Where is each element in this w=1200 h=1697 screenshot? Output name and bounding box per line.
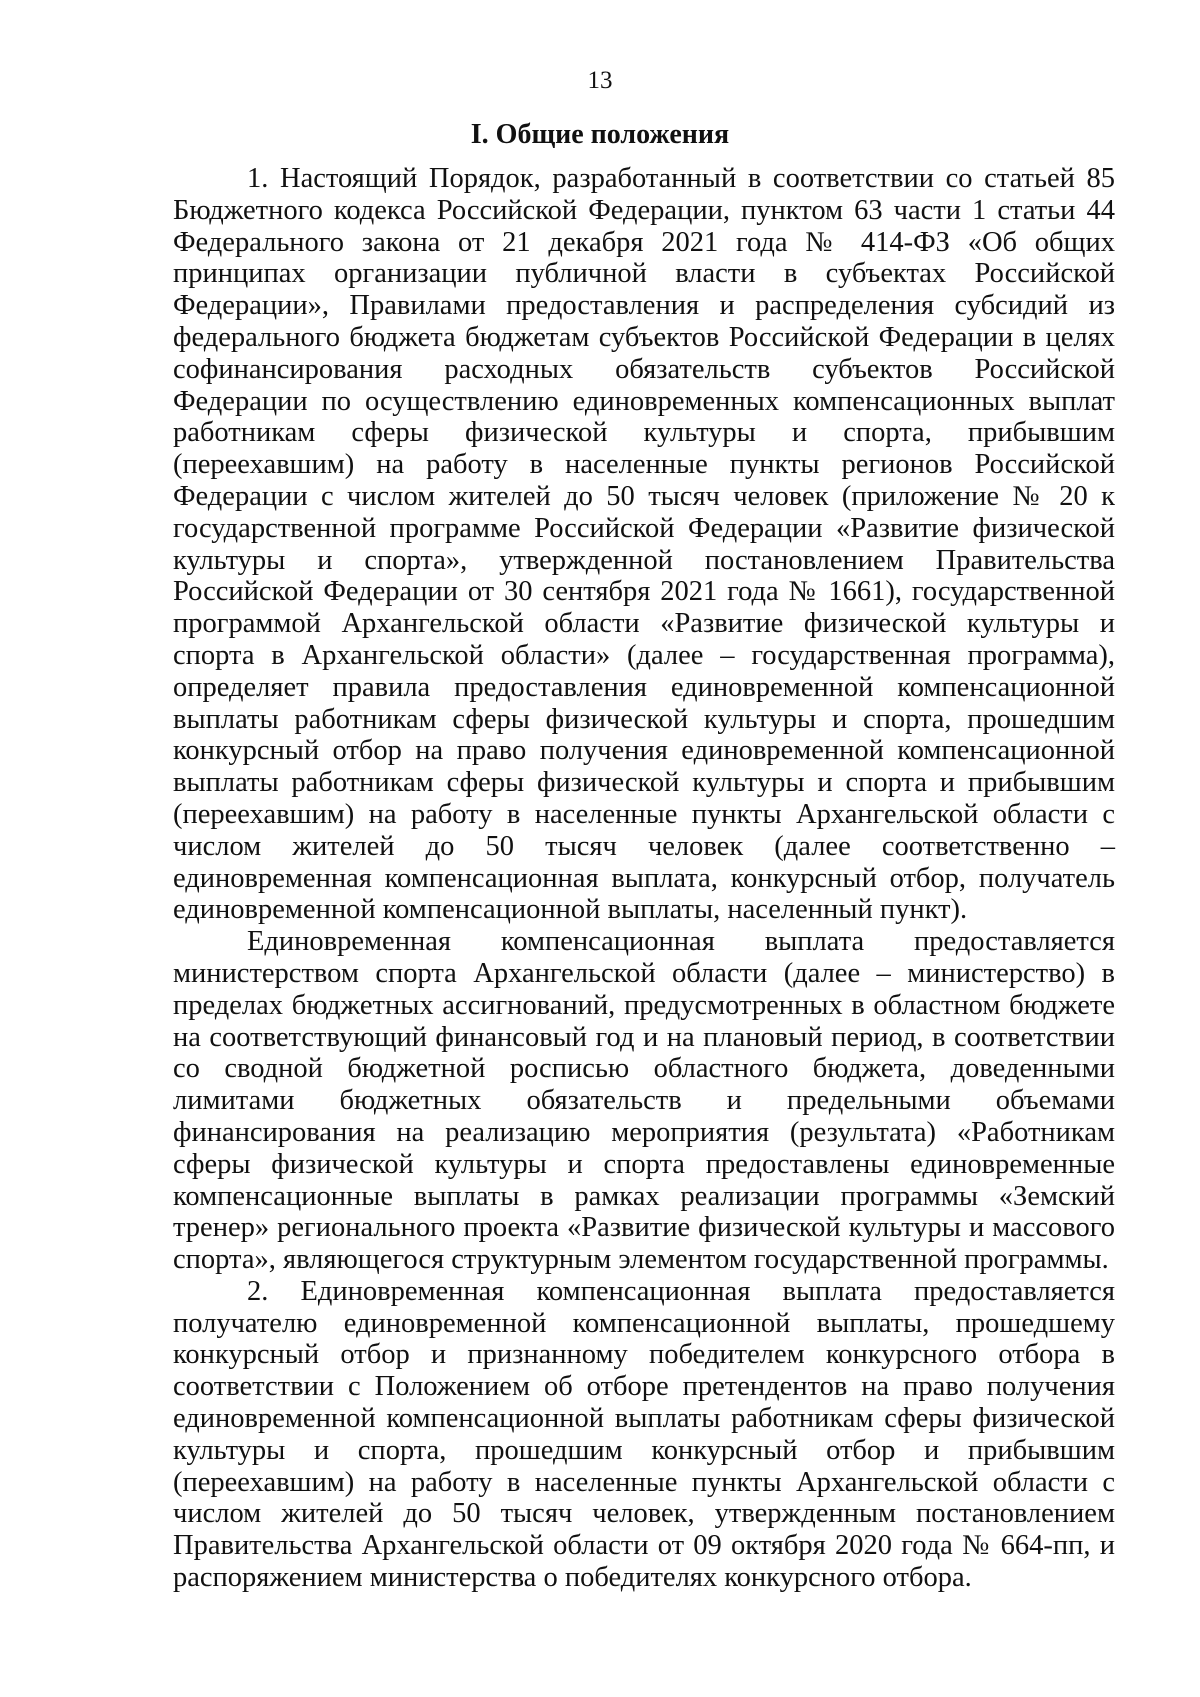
section-title: I. Общие положения <box>470 119 730 150</box>
paragraph-1: 1. Настоящий Порядок, разработанный в соответствии со статьей 85 Бюджетного кодекса Российской Федерации, пунктом 63 части 1 статьи 44 Федерального закона от 21 декабря 2021 года № 414-ФЗ «Об общих принципах организации публичной власти в субъектах Российской Федерации», Правилами предоставления и распределения субсидий из федерального бюджета бюджетам субъектов Российской Федерации в целях софинансирования расходных обязательств субъектов Российской Федерации по осуществлению единовременных компенсационных выплат работникам сферы физической культуры и спорта, прибывшим (переехавшим) на работу в населенные пункты регионов Российской Федерации с числом жителей до 50 тысяч человек (приложение № 20 к государственной программе Российской Федерации «Развитие физической культуры и спорта», утвержденной постановлением Правительства Российской Федерации от 30 сентября 2021 года № 1661), государственной программой Архангельской области «Развитие физической культуры и спорта в Архангельской области» (далее – государственная программа), определяет правила предоставления единовременной компенсационной выплаты работникам сферы физической культуры и спорта, прошедшим конкурсный отбор на право получения единовременной компенсационной выплаты работникам сферы физической культуры и спорта и прибывшим (переехавшим) на работу в населенные пункты Архангельской области с числом жителей до 50 тысяч человек (далее соответственно – единовременная компенсационная выплата, конкурсный отбор, получатель единовременной компенсационной выплаты, населенный пункт). <box>173 163 1115 926</box>
paragraph-3: 2. Единовременная компенсационная выплата предоставляется получателю единовременной компенсационной выплаты, прошедшему конкурсный отбор и признанному победителем конкурсного отбора в соответствии с Положением об отборе претендентов на право получения единовременной компенсационной выплаты работникам сферы физической культуры и спорта, прошедшим конкурсный отбор и прибывшим (переехавшим) на работу в населенные пункты Архангельской области с числом жителей до 50 тысяч человек, утвержденным постановлением Правительства Архангельской области от 09 октября 2020 года № 664-пп, и распоряжением министерства о победителях конкурсного отбора. <box>173 1275 1115 1594</box>
page-number: 13 <box>587 67 613 94</box>
document-body <box>173 163 1115 1594</box>
paragraph-2: Единовременная компенсационная выплата предоставляется министерством спорта Архангельской области (далее – министерство) в пределах бюджетных ассигнований, предусмотренных в областном бюджете на соответствующий финансовый год и на плановый период, в соответствии со сводной бюджетной росписью областного бюджета, доведенными лимитами бюджетных обязательств и предельными объемами финансирования на реализацию мероприятия (результата) «Работникам сферы физической культуры и спорта предоставлены единовременные компенсационные выплаты в рамках реализации программы «Земский тренер» регионального проекта «Развитие физической культуры и массового спорта», являющегося структурным элементом государственной программы. <box>173 926 1115 1276</box>
